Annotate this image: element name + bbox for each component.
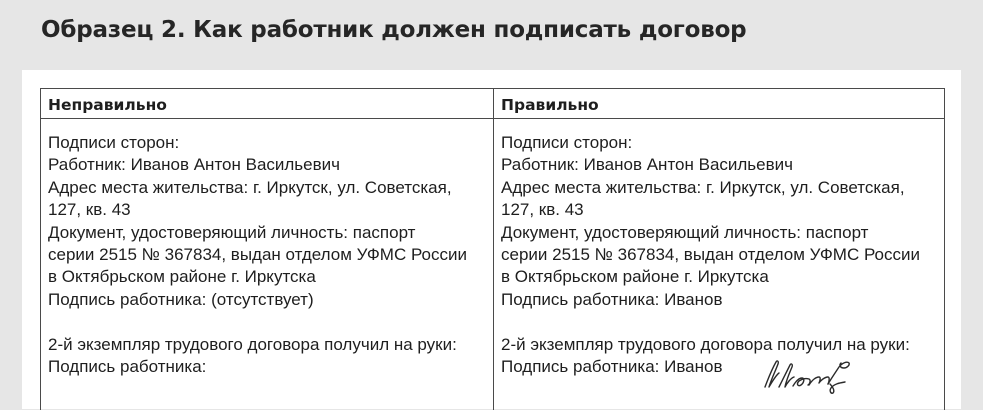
wrong-column-body xyxy=(41,119,493,378)
right-column-header: Правильно xyxy=(494,89,944,119)
text-line: Документ, удостоверяющий личность: паспорт xyxy=(501,222,869,242)
wrong-column-header: Неправильно xyxy=(41,89,493,119)
text-line: Подпись работника: Иванов xyxy=(501,289,723,309)
text-line: Работник: Иванов Антон Васильевич xyxy=(48,155,341,175)
spacer xyxy=(48,311,493,333)
right-column-body xyxy=(494,119,944,378)
handwritten-signature-icon xyxy=(759,353,855,395)
text-line: в Октябрьском районе г. Иркутска xyxy=(48,267,316,287)
right-column xyxy=(494,89,944,410)
text-line: Документ, удостоверяющий личность: паспорт xyxy=(48,222,416,242)
text-line: Подписи сторон: xyxy=(501,133,633,152)
wrong-column xyxy=(41,89,494,410)
text-line: 2-й экземпляр трудового договора получил на руки: xyxy=(501,334,910,354)
text-line: серии 2515 № 367834, выдан отделом УФМС России xyxy=(48,244,467,264)
text-line: в Октябрьском районе г. Иркутска xyxy=(501,267,769,287)
text-line: 127, кв. 43 xyxy=(501,200,584,220)
text-line: Подписи сторон: xyxy=(48,133,180,152)
text-line: Подпись работника: xyxy=(48,356,207,376)
text-line: 2-й экземпляр трудового договора получил на руки: xyxy=(48,334,457,354)
text-line: Работник: Иванов Антон Васильевич xyxy=(501,155,794,175)
page-title: Образец 2. Как работник должен подписать договор xyxy=(41,17,747,43)
text-line: Подпись работника: (отсутствует) xyxy=(48,289,314,309)
text-line: 127, кв. 43 xyxy=(48,200,131,220)
content-panel xyxy=(22,70,961,409)
spacer xyxy=(501,311,944,333)
text-line: Адрес места жительства: г. Иркутск, ул. Советская, xyxy=(48,177,452,197)
text-line: Подпись работника: Иванов xyxy=(501,356,723,376)
text-line: серии 2515 № 367834, выдан отделом УФМС России xyxy=(501,244,920,264)
text-line: Адрес места жительства: г. Иркутск, ул. Советская, xyxy=(501,177,905,197)
comparison-table xyxy=(40,88,945,410)
